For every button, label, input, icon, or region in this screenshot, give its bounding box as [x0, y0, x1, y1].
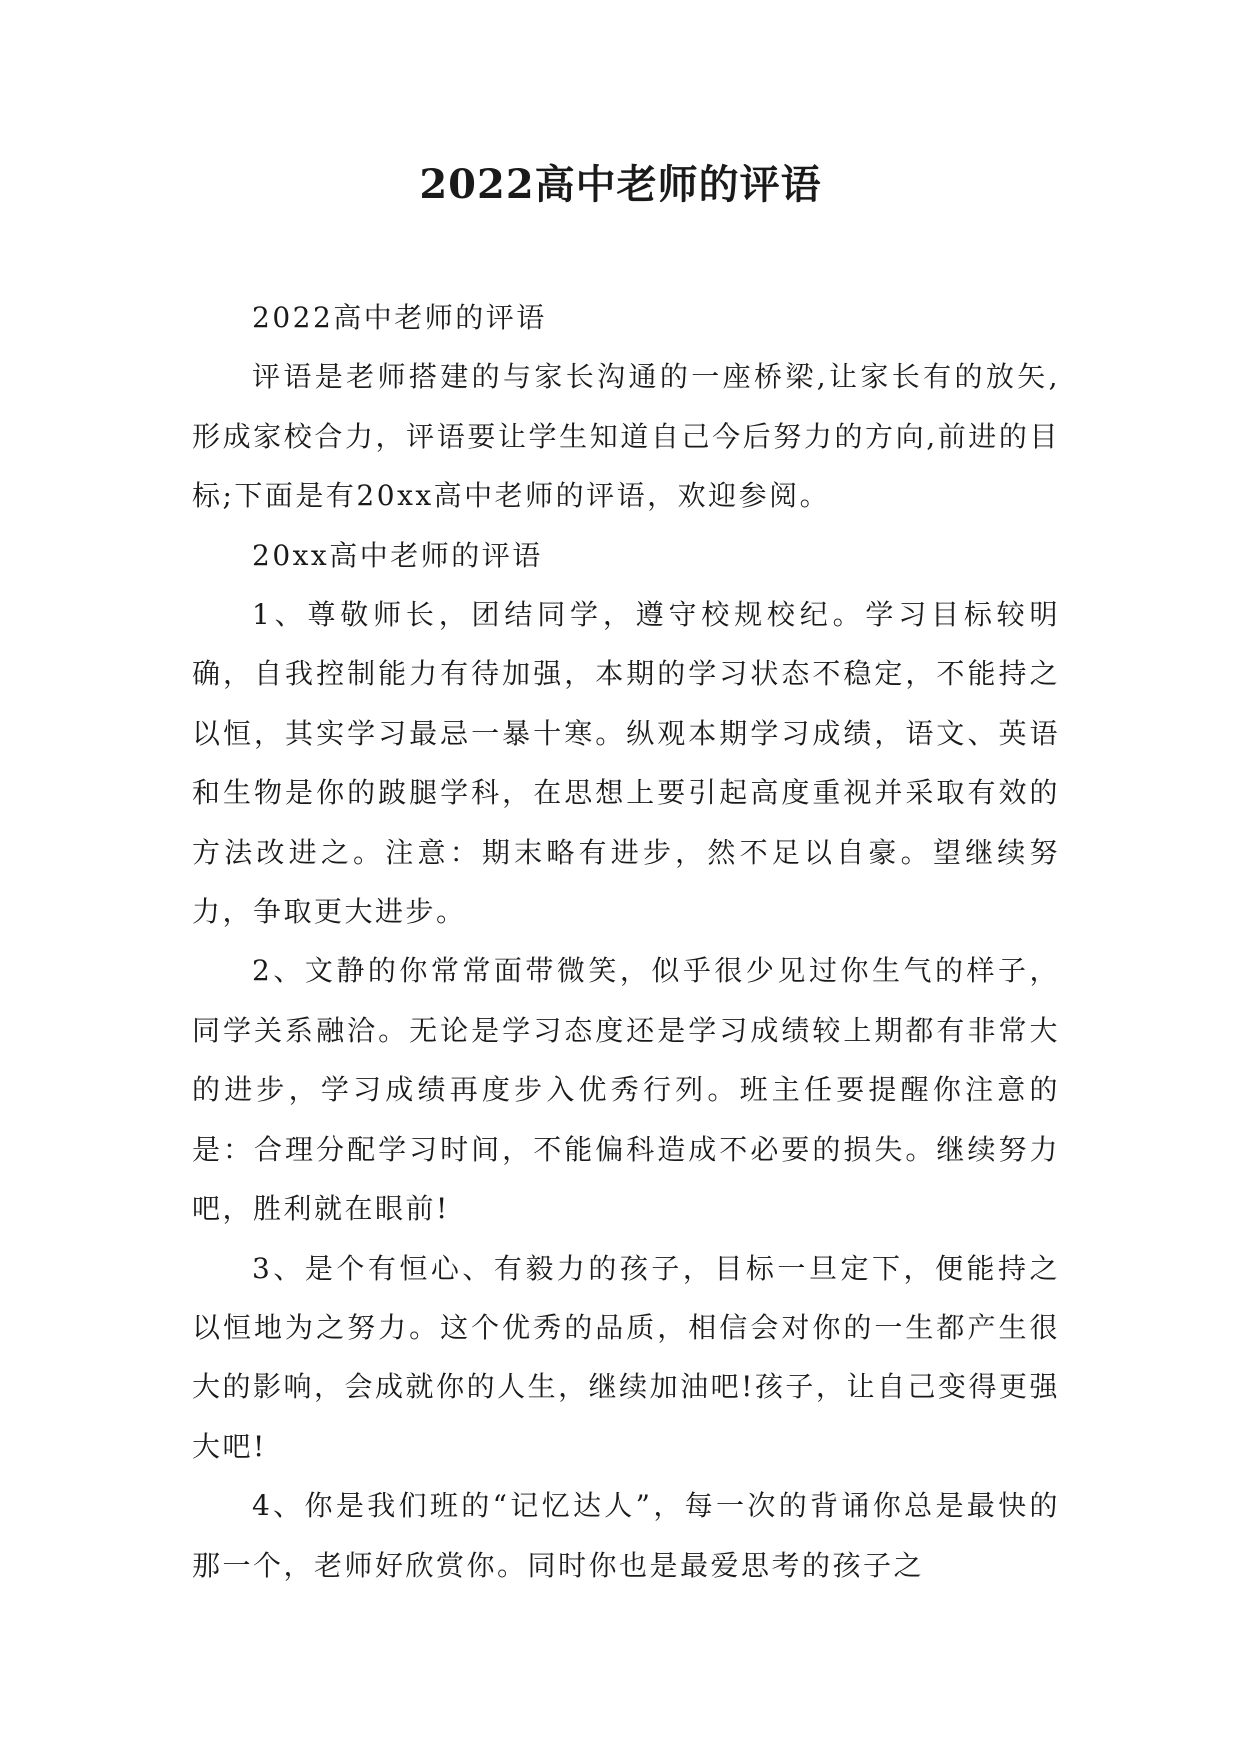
- document-title: 2022高中老师的评语: [419, 161, 822, 208]
- document-body: [192, 288, 1060, 1595]
- paragraph-comment-3: 3、是个有恒心、有毅力的孩子，目标一旦定下，便能持之以恒地为之努力。这个优秀的品质，相信会对你的一生都产生很大的影响，会成就你的人生，继续加油吧!孩子，让自己变得更强大吧!: [192, 1251, 1060, 1463]
- paragraph-section-heading: 20xx高中老师的评语: [252, 538, 543, 572]
- paragraph-comment-4: 4、你是我们班的“记忆达人”，每一次的背诵你总是最快的那一个，老师好欣赏你。同时你也是最爱思考的孩子之: [192, 1489, 1060, 1582]
- paragraph-comment-1: 1、尊敬师长，团结同学，遵守校规校纪。学习目标较明确，自我控制能力有待加强，本期的学习状态不稳定，不能持之以恒，其实学习最忌一暴十寒。纵观本期学习成绩，语文、英语和生物是你的跛腿学科，在思想上要引起高度重视并采取有效的方法改进之。注意：期末略有进步，然不足以自豪。望继续努力，争取更大进步。: [192, 598, 1060, 929]
- paragraph-intro: 评语是老师搭建的与家长沟通的一座桥梁,让家长有的放矢,形成家校合力，评语要让学生知道自己今后努力的方向,前进的目标;下面是有20xx高中老师的评语，欢迎参阅。: [192, 360, 1060, 513]
- paragraph-comment-2: 2、文静的你常常面带微笑，似乎很少见过你生气的样子，同学关系融洽。无论是学习态度还是学习成绩较上期都有非常大的进步，学习成绩再度步入优秀行列。班主任要提醒你注意的是：合理分配学习时间，不能偏科造成不必要的损失。继续努力吧，胜利就在眼前!: [192, 954, 1060, 1226]
- paragraph-subtitle: 2022高中老师的评语: [252, 301, 547, 334]
